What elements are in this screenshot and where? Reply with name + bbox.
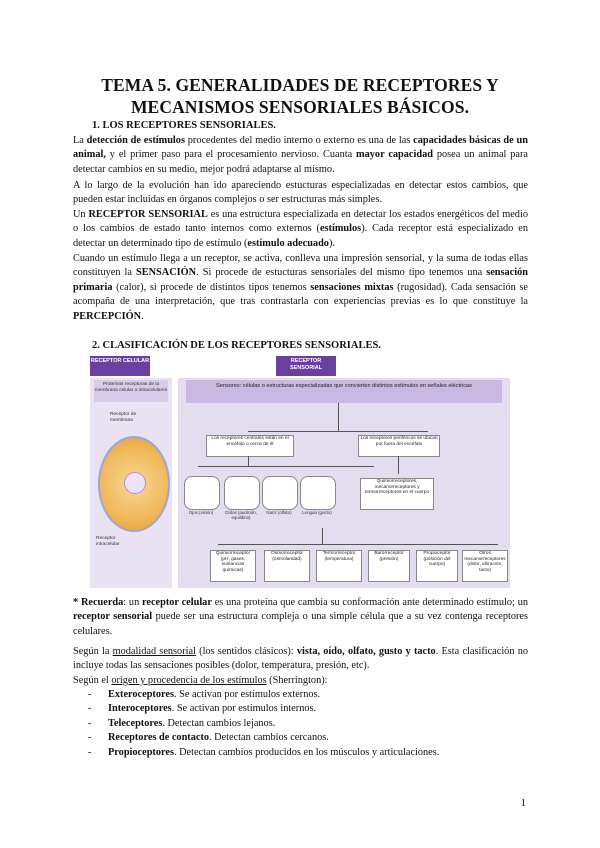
tag-sensory-receptor: RECEPTOR SENSORIAL [276,356,336,376]
bottom-box-mechanoreceptors: Otros mecanorreceptores (dolor, vibración, tacto) [462,550,508,582]
list-item: - Teleceptores. Detectan cambios lejanos. [88,717,276,729]
receptor-types-list [88,688,439,760]
sensory-panel-heading: Sensores: células o estructuras especializadas que convierten distintos estímulos en señales eléctricas [186,380,502,403]
connector-line [338,403,339,431]
connector-line [398,456,399,474]
tag-cell-receptor: RECEPTOR CELULAR [90,356,150,376]
central-receptors-box: Los receptores centrales están en el encéfalo o cerca de él [206,435,294,457]
connector-line [322,528,323,544]
title-line-2: MECANISMOS SENSORIALES BÁSICOS. [130,97,470,117]
tongue-icon [300,476,336,510]
paragraph-intro: La detección de estímulos procedentes del medio interno o externo es una de las capacidades básicas de un animal, y el primer paso para el procesamiento nervioso. Cuanta mayor capacidad posea un animal para detectar cambios en su medio, mejor podrá adaptarse al mismo. [73,135,528,175]
ear-icon [224,476,260,510]
paragraph-receptor-definition: Un RECEPTOR SENSORIAL es una estructura especializada en detectar los estados energéticos del medio o los cambios de estado tanto internos como externos (estímulos). Cada receptor está especializado en detectar un determinado tipo de estímulo (estímulo adecuado). [73,209,528,249]
organ-label-ears: Oídos (audición, equilibrio) [225,510,257,521]
page-title [40,74,560,118]
membrane-receptor-label: Receptor de membrana [110,412,137,423]
intracellular-receptor-label: Receptor intracelular [96,536,120,547]
section-heading-1: 1. LOS RECEPTORES SENSORIALES. [92,120,276,131]
list-item: - Exteroceptores. Se activan por estímulos externos. [88,689,321,700]
peripheral-types-box: Quimiorreceptores, mecanorreceptores y termorreceptores en el cuerpo [360,478,434,510]
nucleus-illustration [124,472,146,494]
paragraph-sherrington: Según el origen y procedencia de los estímulos (Sherrington): [73,675,328,686]
bottom-box-baroreceptor: Barorreceptor (presión) [368,550,410,582]
eye-icon [184,476,220,510]
connector-line [218,544,498,545]
connector-line [198,466,374,467]
nose-icon [262,476,298,510]
cell-panel-heading: Proteínas receptoras de la membrana celular o intracelulares [94,380,168,402]
bottom-box-chemoreceptor: Quimiorreceptor (pH, gases, sustancias químicas) [210,550,256,582]
paragraph-sensory-modality: Según la modalidad sensorial (los sentidos clásicos): vista, oído, olfato, gusto y tacto. Esta clasificación no incluye todas las sensaciones posibles (dolor, temperatura, presión, etc). [73,646,528,672]
title-line-1: TEMA 5. GENERALIDADES DE RECEPTORES Y [101,75,499,95]
list-item: - Interoceptores. Se activan por estímulos internos. [88,703,317,715]
paragraph-sensation: Cuando un estímulo llega a un receptor, se activa, conlleva una impresión sensorial, y la suma de todas ellas constituyen la SENSACIÓN. Si procede de estucturas sensoriales del mismo tipo tenemos una sensación primaria (calor), si procede de distintos tipos tenemos sensaciones mixtas (rugosidad). Cada sensación se acompaña de una interpretación, que tras contrastarla con experiencias previas es lo que constituye la PERCEPCIÓN. [73,253,529,322]
receptor-classification-figure [90,356,510,588]
list-item: - Propioceptores. Detectan cambios producidos en los músculos y articulaciones. [88,746,440,758]
organ-label-eyes: Ojos (visión) [188,510,214,515]
connector-line [248,431,428,432]
connector-line [248,456,249,466]
paragraph-reminder: * Recuerda: un receptor celular es una proteína que cambia su conformación ante determinado estímulo; un receptor sensorial puede ser una estructura compleja o una simple célula que a su vez contenga receptores celulares. [73,597,529,637]
peripheral-receptors-box: Los receptores periféricos se ubican por fuera del encéfalo [358,435,440,457]
cell-illustration [98,436,170,532]
bottom-box-osmoreceptor: Osmorreceptor (osmolaridad) [264,550,310,582]
bottom-box-proprioceptor: Propioceptor (posición del cuerpo) [416,550,458,582]
paragraph-evolution: A lo largo de la evolución han ido apareciendo estucturas especializadas en detectar estos cambios, que pueden estar incluidas en órganos complejos o ser estructuras más simples. [73,180,528,206]
page-number: 1 [520,797,526,809]
bottom-box-thermoreceptor: Termorreceptor (temperatura) [316,550,362,582]
list-item: - Receptores de contacto. Detectan cambios cercanos. [88,732,329,744]
organ-label-tongue: Lengua (gusto) [302,510,332,515]
section-heading-2: 2. CLASIFICACIÓN DE LOS RECEPTORES SENSORIALES. [92,340,381,351]
organ-label-nose: Nariz (olfato) [266,510,292,515]
cell-receptor-panel [90,378,172,588]
sensory-receptor-panel [178,378,510,588]
